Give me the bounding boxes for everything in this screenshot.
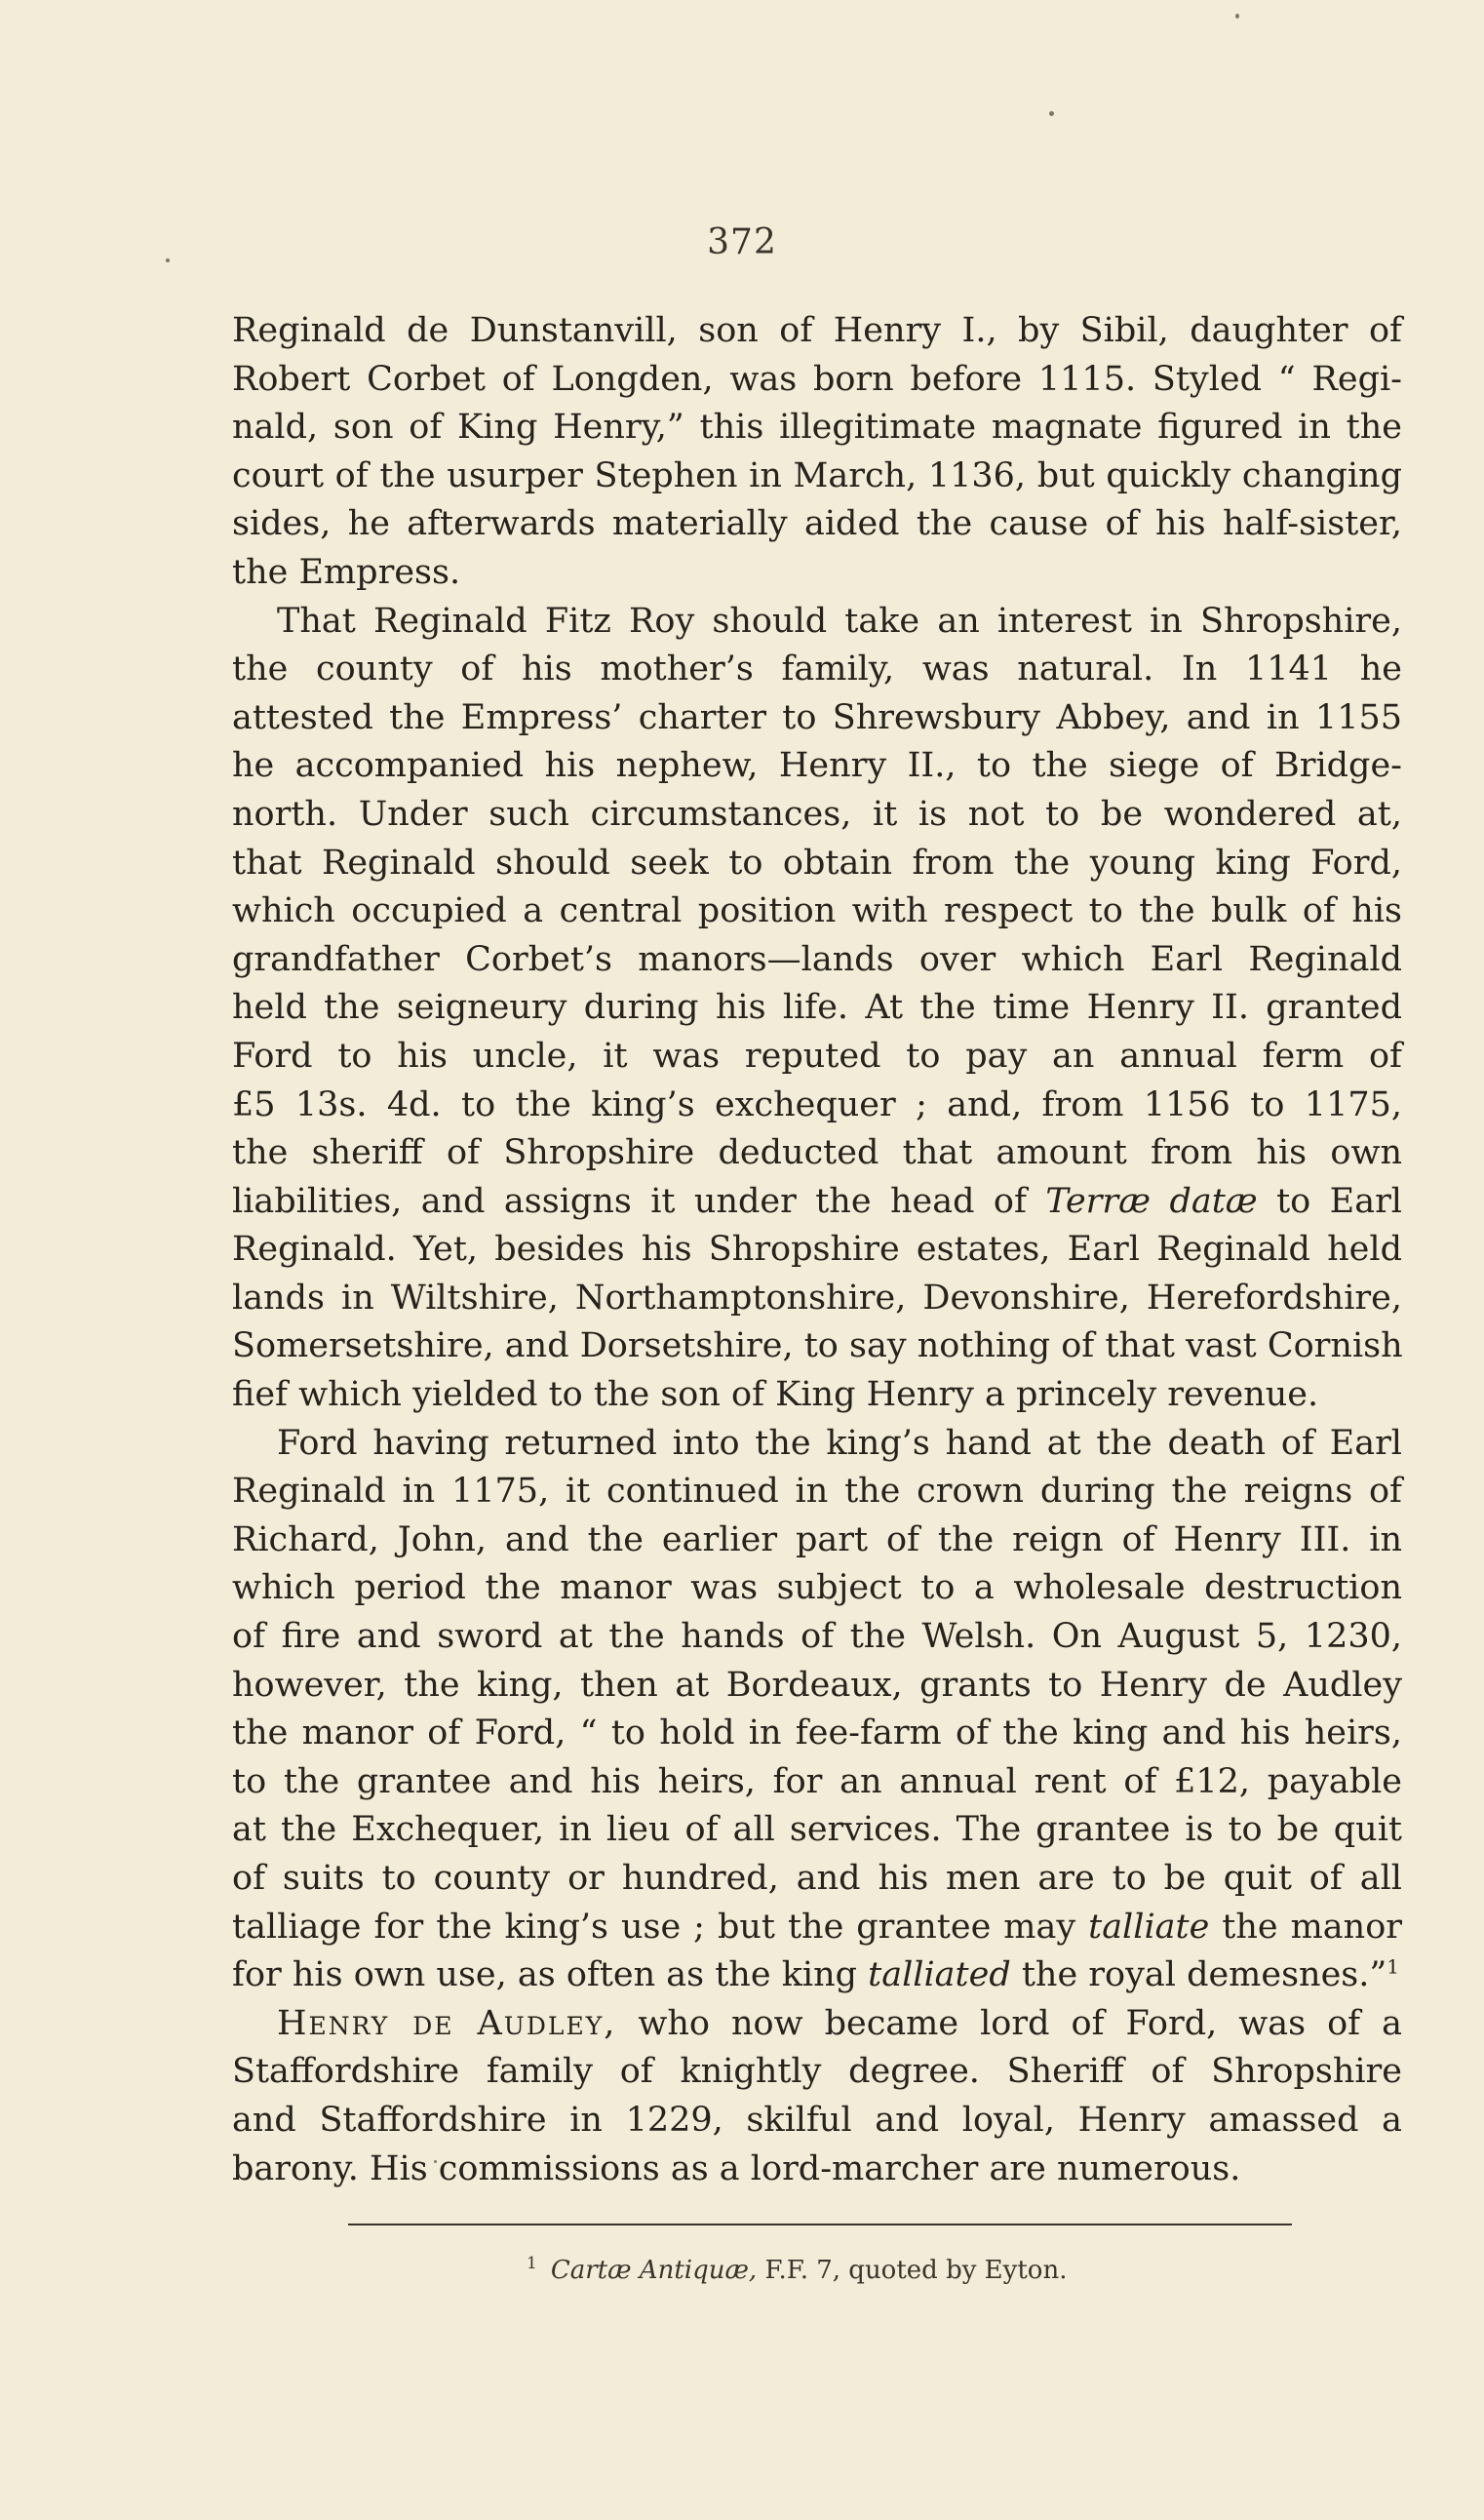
italic-phrase: Terræ datæ: [1045, 1181, 1258, 1221]
text-line: court of the usurper Stephen in March, 1136, but quickly changing: [232, 455, 1402, 495]
text-run: liabilities, and assigns it under the head of: [232, 1181, 1046, 1221]
footnote-reference: 1: [1386, 1954, 1400, 1979]
text-line: Reginald de Dunstanvill, son of Henry I., by Sibil, daughter of: [232, 311, 1402, 350]
text-line: £5 13s. 4d. to the king’s exchequer ; and, from 1156 to 1175,: [232, 1084, 1402, 1124]
paper-speck: [1049, 111, 1054, 116]
text-line: Robert Corbet of Longden, was born before 1115. Styled “ Regi-: [232, 359, 1402, 399]
italic-word: talliate: [1088, 1907, 1210, 1947]
text-line: at the Exchequer, in lieu of all services. The grantee is to be quit: [232, 1810, 1402, 1850]
name-small-caps: Henry de Audley,: [277, 2003, 617, 2043]
text-line: and Staffordshire in 1229, skilful and loyal, Henry amassed a: [232, 2100, 1402, 2140]
text-line: to the grantee and his heirs, for an annual rent of £12, payable: [232, 1761, 1402, 1801]
text-line: which occupied a central position with respect to the bulk of his: [232, 891, 1402, 931]
text-line: the Empress.: [232, 552, 461, 592]
text-line: north. Under such circumstances, it is not to be wondered at,: [232, 794, 1402, 834]
text-line: which period the manor was subject to a wholesale destruction: [232, 1568, 1402, 1608]
text-line: Richard, John, and the earlier part of the reign of Henry III. in: [232, 1519, 1402, 1559]
text-line: of fire and sword at the hands of the Welsh. On August 5, 1230,: [232, 1617, 1402, 1657]
footnote: [527, 2256, 1287, 2285]
text-line: nald, son of King Henry,” this illegitimate magnate figured in the: [232, 408, 1402, 448]
text-line: Somersetshire, and Dorsetshire, to say nothing of that vast Cornish: [232, 1326, 1403, 1366]
text-run: the manor: [1209, 1907, 1402, 1947]
text-run: for his own use, as often as the king: [232, 1955, 869, 1995]
footnote-divider: [348, 2224, 1292, 2225]
text-line: [232, 1951, 1402, 2000]
italic-word: talliated: [868, 1955, 1011, 1995]
text-line: the manor of Ford, “ to hold in fee-farm of the king and his heirs,: [232, 1713, 1402, 1753]
text-line: Ford to his uncle, it was reputed to pay an annual ferm of: [232, 1036, 1402, 1076]
text-line: the sheriff of Shropshire deducted that amount from his own: [232, 1133, 1402, 1173]
text-line: Ford having returned into the king’s hand at the death of Earl: [277, 1423, 1402, 1463]
text-line: lands in Wiltshire, Northamptonshire, Devonshire, Herefordshire,: [232, 1278, 1402, 1318]
text-run: the royal demesnes.”: [1010, 1955, 1387, 1995]
text-run: who now became lord of Ford, was of a: [616, 2003, 1402, 2043]
text-line: that Reginald should seek to obtain from the young king Ford,: [232, 843, 1402, 883]
text-run: to Earl: [1257, 1181, 1402, 1221]
text-line: Reginald. Yet, besides his Shropshire estates, Earl Reginald held: [232, 1230, 1402, 1270]
footnote-text: F.F. 7, quoted by Eyton.: [757, 2256, 1068, 2285]
paper-speck: [1235, 14, 1239, 19]
text-line: That Reginald Fitz Roy should take an interest in Shropshire,: [277, 601, 1402, 641]
text-run: talliage for the king’s use ; but the grantee may: [232, 1907, 1089, 1947]
text-line: held the seigneury during his life. At the time Henry II. granted: [232, 988, 1402, 1028]
text-line: however, the king, then at Bordeaux, grants to Henry de Audley: [232, 1665, 1402, 1705]
text-line: [232, 2000, 1402, 2049]
text-line: he accompanied his nephew, Henry II., to the siege of Bridge-: [232, 746, 1402, 786]
text-line: sides, he afterwards materially aided the cause of his half-sister,: [232, 504, 1402, 544]
text-line: the county of his mother’s family, was natural. In 1141 he: [232, 650, 1402, 689]
body-text: [232, 307, 1402, 2193]
text-line: grandfather Corbet’s manors—lands over which Earl Reginald: [232, 939, 1402, 979]
text-line: fief which yielded to the son of King Henry a princely revenue.: [232, 1375, 1319, 1415]
text-line: [232, 1904, 1402, 1952]
text-line: Reginald in 1175, it continued in the crown during the reigns of: [232, 1472, 1402, 1512]
footnote-title: Cartæ Antiquæ,: [550, 2256, 758, 2285]
footnote-marker: 1: [527, 2254, 537, 2274]
page-number: 372: [707, 222, 777, 262]
text-line: attested the Empress’ charter to Shrewsbury Abbey, and in 1155: [232, 697, 1402, 737]
text-line: of suits to county or hundred, and his men are to be quit of all: [232, 1859, 1402, 1898]
text-line: [232, 1178, 1402, 1227]
text-line: Staffordshire family of knightly degree. Sheriff of Shropshire: [232, 2052, 1402, 2092]
text-line: barony. His commissions as a lord-marcher are numerous.: [232, 2148, 1241, 2188]
